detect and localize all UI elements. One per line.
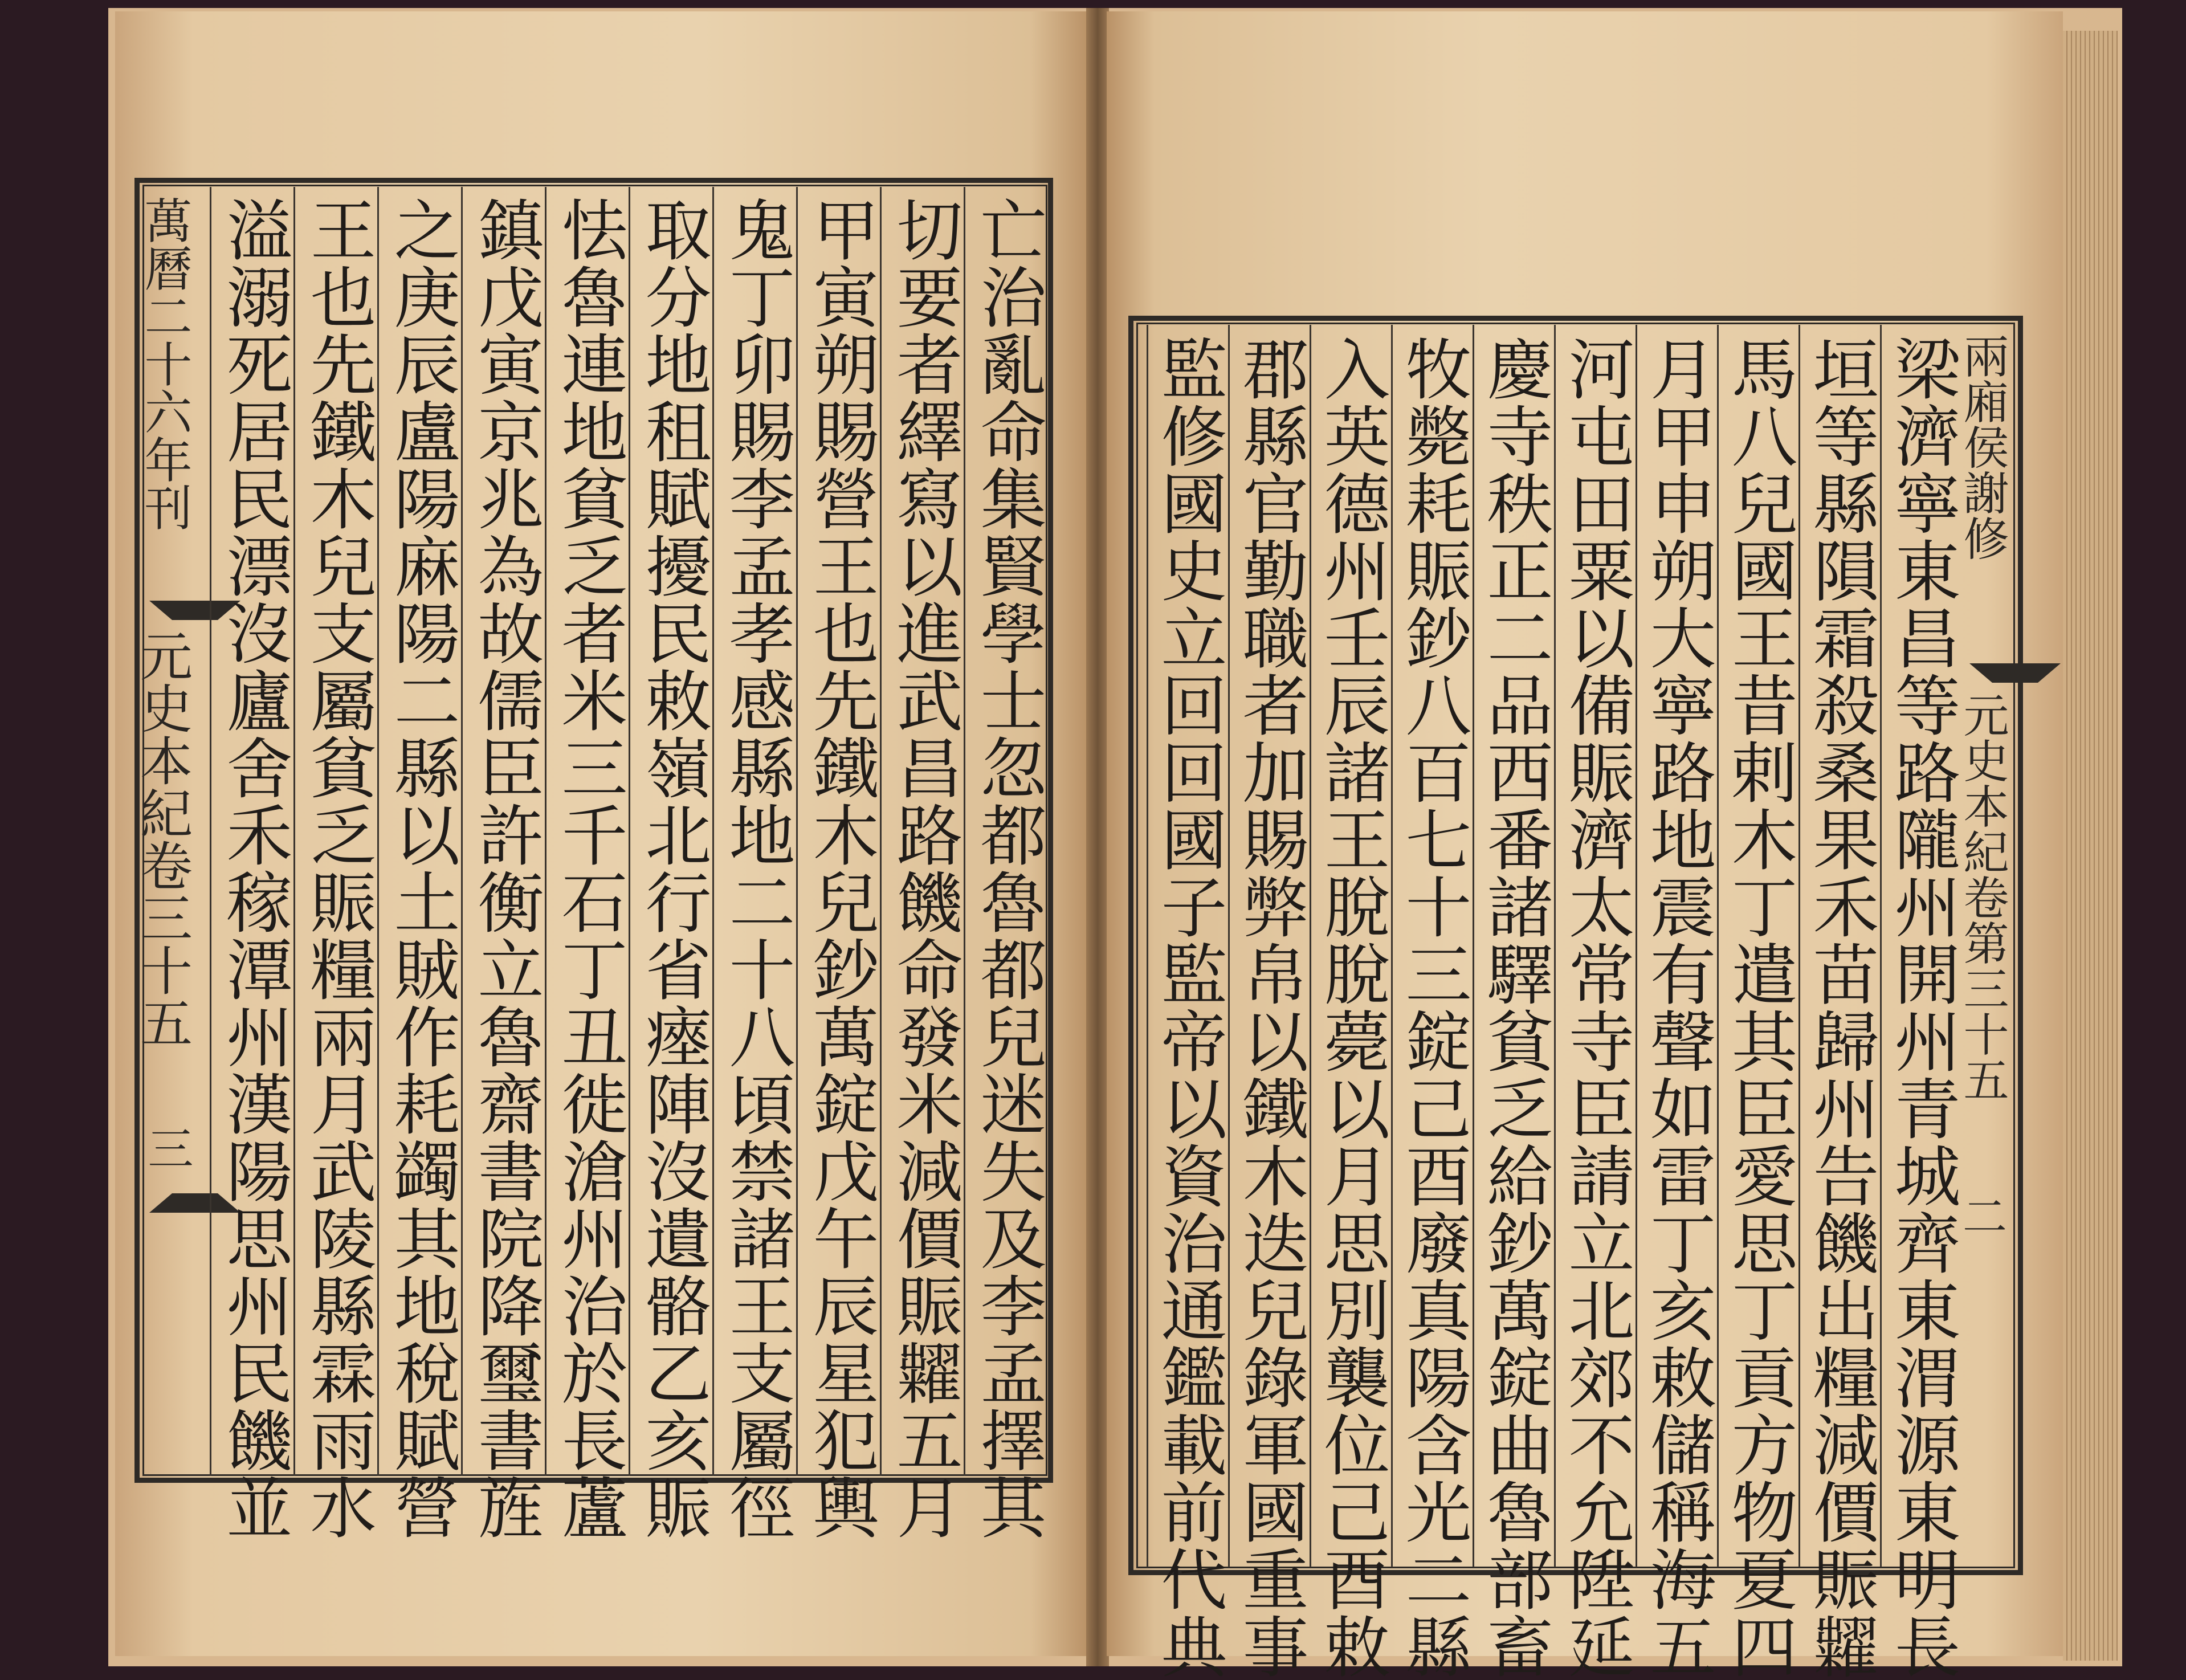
right-margin-folio: 二 — [1955, 1193, 2006, 1238]
text-column: 之庚辰盧陽麻陽二縣以土賊作耗蠲其地稅賦營 — [383, 196, 460, 1541]
text-column: 入英德州壬辰諸王脫脫薨以月思別襲位己酉敕 — [1313, 335, 1390, 1680]
column-rule — [461, 187, 463, 1476]
text-column: 郡縣官勤職者加賜弊帛以鐵木迭兒錄軍國重事 — [1231, 335, 1308, 1680]
column-rule — [796, 187, 798, 1476]
right-margin-title: 元史本紀卷第三十五 — [1956, 692, 2009, 1102]
column-rule — [629, 187, 630, 1476]
text-column: 馬八兒國王昔剌木丁遣其臣愛思丁貢方物夏四 — [1720, 335, 1797, 1680]
column-rule — [1310, 325, 1311, 1567]
text-column: 取分地租賦擾民敕嶺北行省瘞陣沒遺骼乙亥賑 — [634, 196, 711, 1541]
book-gutter — [1086, 8, 1109, 1666]
page-edges — [2063, 31, 2118, 1661]
text-column: 王也先鐵木兒支屬貧乏賑糧兩月武陵縣霖雨水 — [299, 196, 376, 1541]
column-rule — [377, 187, 379, 1476]
text-column: 怯魯連地貧乏者米三千石丁丑徙滄州治於長蘆 — [550, 196, 627, 1541]
column-rule — [880, 187, 882, 1476]
column-rule — [712, 187, 714, 1476]
text-column: 月甲申朔大寧路地震有聲如雷丁亥敕儲稱海五 — [1639, 335, 1716, 1680]
right-fishtail-ornament — [1969, 663, 2061, 683]
text-column: 牧斃耗賑鈔八百七十三錠己酉廢真陽含光二縣 — [1394, 335, 1471, 1680]
text-column: 梁濟寧東昌等路隴州開州青城齊東渭源東明長 — [1883, 335, 1960, 1680]
left-margin-folio: 三 — [140, 1125, 193, 1171]
text-column: 鬼丁卯賜李孟孝感縣地二十八頃禁諸王支屬徑 — [718, 196, 795, 1541]
text-column: 河屯田粟以備賑濟太常寺臣請立北郊不允陞延 — [1557, 335, 1634, 1680]
text-column: 鎮戊寅京兆為故儒臣許衡立魯齋書院降璽書旌 — [467, 196, 544, 1541]
column-rule — [1717, 325, 1719, 1567]
left-margin-title: 元史本紀卷三十五 — [132, 629, 193, 1049]
column-rule — [1554, 325, 1556, 1567]
text-column: 垣等縣隕霜殺桑果禾苗歸州告饑出糧減價賑糶 — [1802, 335, 1879, 1680]
column-rule — [1147, 325, 1148, 1567]
column-rule — [1880, 325, 1882, 1567]
column-rule — [1798, 325, 1800, 1567]
text-column: 慶寺秩正二品西番諸驛貧乏給鈔萬錠曲魯部畜 — [1476, 335, 1553, 1680]
column-rule — [210, 187, 211, 1476]
column-rule — [545, 187, 546, 1476]
left-margin-edition: 萬曆二十六年刊 — [137, 196, 193, 531]
text-column: 監修國史立回回國子監帝以資治通鑑載前代典 — [1150, 335, 1227, 1680]
text-column: 溢溺死居民漂沒廬舍禾稼潭州漢陽思州民饑並 — [215, 196, 292, 1541]
right-margin-editor: 兩廂侯謝修 — [1956, 333, 2009, 561]
text-column: 亡治亂命集賢學士忽都魯都兒迷失及李孟擇其 — [969, 196, 1046, 1541]
open-book — [108, 8, 2122, 1680]
column-rule — [1228, 325, 1230, 1567]
column-rule — [964, 187, 965, 1476]
column-rule — [1391, 325, 1393, 1567]
column-rule — [1636, 325, 1637, 1567]
text-column: 切要者繹寫以進武昌路饑命發米減價賑糶五月 — [886, 196, 963, 1541]
column-rule — [1473, 325, 1474, 1567]
column-rule — [293, 187, 295, 1476]
text-column: 甲寅朔賜營王也先鐵木兒鈔萬錠戊午辰星犯輿 — [802, 196, 879, 1541]
